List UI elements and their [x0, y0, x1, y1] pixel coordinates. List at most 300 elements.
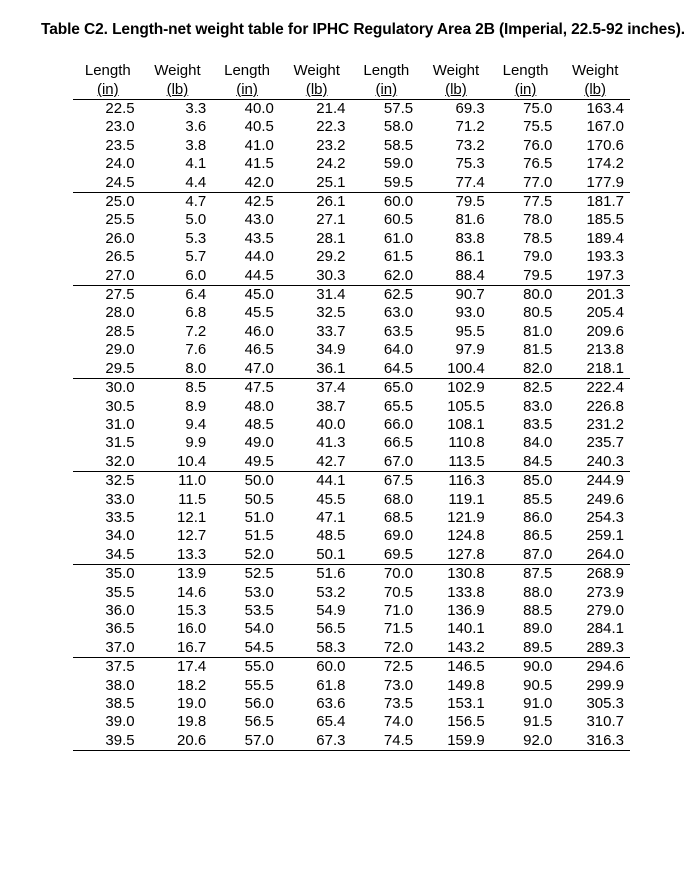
weight-cell: 143.2	[447, 638, 485, 656]
length-cell: 86.0	[523, 508, 553, 526]
length-cell: 65.0	[352, 379, 422, 398]
weight-cell: 19.8	[177, 713, 207, 731]
length-cell: 80.0	[491, 286, 561, 305]
length-cell: 57.5	[383, 100, 414, 117]
table-row	[73, 658, 630, 677]
weight-cell: 29.2	[316, 248, 346, 266]
table-row	[73, 565, 630, 584]
length-cell: 85.0	[491, 472, 561, 491]
weight-cell: 34.9	[316, 341, 346, 359]
weight-cell: 95.5	[455, 322, 485, 340]
length-cell: 35.5	[105, 583, 135, 601]
length-cell: 42.5	[212, 193, 282, 212]
length-cell: 83.0	[523, 397, 553, 415]
length-cell: 28.0	[105, 304, 135, 322]
weight-cell: 159.9	[421, 732, 491, 751]
table-row	[73, 248, 630, 266]
weight-cell: 32.5	[316, 304, 346, 322]
length-cell: 51.0	[244, 508, 274, 526]
weight-cell: 26.1	[282, 193, 352, 212]
length-cell: 49.5	[244, 452, 274, 470]
weight-cell: 16.7	[177, 638, 207, 656]
weight-cell: 100.4	[447, 359, 485, 377]
weight-cell: 259.1	[586, 527, 624, 545]
weight-cell: 63.6	[316, 695, 346, 712]
weight-cell: 24.2	[316, 155, 346, 173]
weight-cell: 213.8	[586, 341, 624, 359]
length-cell: 37.0	[105, 638, 135, 656]
length-cell: 69.5	[383, 545, 414, 563]
weight-cell: 3.6	[185, 118, 207, 136]
weight-cell: 254.3	[586, 508, 624, 526]
weight-cell: 27.1	[316, 211, 346, 229]
length-cell: 60.5	[383, 211, 414, 229]
weight-cell: 67.3	[282, 732, 352, 751]
length-cell: 65.5	[383, 397, 414, 415]
table-row	[73, 491, 630, 509]
weight-cell: 235.7	[586, 434, 624, 452]
weight-cell: 58.3	[316, 638, 346, 656]
table-row	[73, 211, 630, 229]
weight-cell: 133.8	[447, 583, 485, 601]
length-cell: 61.0	[383, 229, 414, 247]
weight-cell: 18.2	[177, 676, 207, 694]
weight-cell: 90.7	[421, 286, 491, 305]
weight-cell: 119.1	[448, 490, 485, 508]
length-cell: 86.5	[523, 527, 553, 545]
length-cell: 28.5	[105, 322, 135, 340]
weight-cell: 41.3	[316, 434, 346, 452]
length-cell: 76.5	[523, 155, 553, 173]
weight-cell: 65.4	[316, 713, 346, 731]
length-cell: 52.0	[244, 545, 274, 563]
length-cell: 70.5	[383, 583, 414, 601]
length-cell: 67.5	[352, 472, 422, 491]
length-cell: 90.5	[523, 676, 553, 694]
weight-cell: 60.0	[282, 658, 352, 677]
weight-cell: 9.9	[185, 434, 207, 452]
weight-cell: 47.1	[316, 508, 346, 526]
weight-cell: 48.5	[316, 527, 346, 545]
length-cell: 87.0	[523, 545, 553, 563]
weight-cell: 7.6	[185, 341, 207, 359]
weight-cell: 110.8	[448, 434, 485, 452]
unit-length-4: (in)	[514, 81, 537, 98]
length-cell: 89.0	[523, 620, 553, 638]
weight-cell: 8.0	[185, 359, 207, 377]
weight-cell: 268.9	[560, 565, 630, 584]
table-caption: Table C2. Length-net weight table for IPHC Regulatory Area 2B (Imperial, 22.5-92 inches).	[41, 21, 685, 38]
weight-cell: 83.8	[455, 229, 485, 247]
length-cell: 88.5	[523, 601, 553, 619]
length-cell: 62.0	[383, 266, 414, 284]
weight-cell: 279.0	[586, 601, 624, 619]
length-cell: 27.0	[105, 266, 135, 284]
length-cell: 25.0	[73, 193, 143, 212]
weight-cell: 244.9	[560, 472, 630, 491]
table-row	[73, 639, 630, 658]
table-row	[73, 323, 630, 341]
length-cell: 49.0	[244, 434, 274, 452]
weight-cell: 9.4	[185, 415, 207, 433]
length-cell: 73.0	[383, 676, 414, 694]
table-row	[73, 267, 630, 286]
length-cell: 42.0	[244, 173, 274, 191]
weight-cell: 11.0	[143, 472, 213, 491]
weight-cell: 97.9	[455, 341, 485, 359]
length-cell: 85.5	[523, 490, 553, 508]
table-row	[73, 546, 630, 565]
table-row	[73, 416, 630, 434]
weight-cell: 140.1	[447, 620, 485, 638]
weight-cell: 31.4	[282, 286, 352, 305]
weight-cell: 33.7	[316, 322, 346, 340]
length-cell: 90.0	[491, 658, 561, 677]
length-cell: 88.0	[523, 583, 553, 601]
length-cell: 69.0	[383, 527, 414, 545]
weight-cell: 11.5	[178, 490, 207, 508]
table-row	[73, 155, 630, 173]
weight-cell: 16.0	[177, 620, 207, 638]
weight-cell: 170.6	[586, 136, 624, 154]
length-cell: 48.5	[244, 415, 274, 433]
length-cell: 24.5	[105, 173, 135, 191]
length-cell: 77.0	[523, 173, 553, 191]
unit-weight-3: (lb)	[445, 81, 467, 98]
weight-cell: 23.2	[316, 136, 346, 154]
header-weight-1: Weight	[154, 62, 201, 79]
length-cell: 55.5	[244, 676, 274, 694]
weight-cell: 136.9	[447, 601, 485, 619]
length-cell: 79.0	[523, 248, 553, 266]
length-cell: 35.0	[73, 565, 143, 584]
length-cell: 34.5	[105, 545, 135, 563]
header-length-1: Length	[84, 62, 131, 79]
length-cell: 39.5	[73, 732, 143, 751]
length-cell: 91.0	[523, 695, 553, 712]
table-row	[73, 620, 630, 638]
weight-cell: 88.4	[455, 266, 485, 284]
table-row	[73, 732, 630, 751]
length-cell: 50.5	[244, 490, 274, 508]
weight-cell: 124.8	[447, 527, 485, 545]
length-cell: 68.0	[383, 490, 414, 508]
weight-cell: 264.0	[586, 545, 624, 563]
weight-cell: 193.3	[586, 248, 624, 266]
weight-cell: 21.4	[316, 100, 346, 117]
weight-cell: 25.1	[316, 173, 346, 191]
weight-cell: 15.3	[177, 601, 207, 619]
length-cell: 39.0	[105, 713, 135, 731]
length-cell: 87.5	[491, 565, 561, 584]
weight-cell: 6.4	[143, 286, 213, 305]
weight-cell: 6.8	[185, 304, 207, 322]
header-length-2: Length	[224, 62, 270, 79]
table-row	[73, 584, 630, 602]
weight-cell: 116.3	[421, 472, 491, 491]
length-cell: 63.5	[383, 322, 414, 340]
length-cell: 70.0	[352, 565, 422, 584]
length-cell: 71.0	[383, 601, 414, 619]
weight-cell: 316.3	[560, 732, 630, 751]
weight-cell: 17.4	[143, 658, 213, 677]
weight-cell: 163.4	[586, 100, 624, 117]
length-cell: 81.5	[523, 341, 553, 359]
table-row	[73, 193, 630, 212]
weight-cell: 240.3	[586, 452, 624, 470]
weight-cell: 189.4	[586, 229, 624, 247]
weight-cell: 231.2	[586, 415, 624, 433]
weight-cell: 45.5	[316, 490, 346, 508]
length-cell: 89.5	[523, 638, 553, 656]
unit-length-1: (in)	[96, 81, 119, 98]
length-cell: 47.5	[212, 379, 282, 398]
weight-cell: 22.3	[316, 118, 346, 136]
weight-cell: 8.9	[185, 397, 207, 415]
weight-cell: 294.6	[560, 658, 630, 677]
length-cell: 45.0	[212, 286, 282, 305]
weight-cell: 153.1	[447, 695, 485, 712]
weight-cell: 7.2	[185, 322, 207, 340]
table-row	[73, 230, 630, 248]
length-cell: 38.5	[105, 695, 135, 712]
length-cell: 43.0	[244, 211, 274, 229]
table-row	[73, 379, 630, 398]
weight-cell: 289.3	[586, 638, 624, 656]
weight-cell: 36.1	[316, 359, 346, 377]
length-cell: 58.0	[383, 118, 414, 136]
weight-cell: 273.9	[586, 583, 624, 601]
weight-cell: 310.7	[586, 713, 624, 731]
length-cell: 47.0	[244, 359, 274, 377]
weight-cell: 69.3	[455, 100, 485, 117]
weight-cell: 5.3	[185, 229, 207, 247]
table-row	[73, 286, 630, 305]
length-cell: 84.5	[523, 452, 553, 470]
length-cell: 51.5	[244, 527, 274, 545]
length-cell: 55.0	[212, 658, 282, 677]
weight-cell: 54.9	[316, 601, 346, 619]
weight-cell: 71.2	[455, 118, 485, 136]
length-cell: 41.5	[244, 155, 274, 173]
table-row	[73, 174, 630, 193]
weight-cell: 105.5	[447, 397, 485, 415]
table-row	[73, 137, 630, 155]
header-row-names	[73, 61, 630, 80]
weight-cell: 4.4	[185, 173, 207, 191]
length-cell: 44.5	[244, 266, 274, 284]
table-row	[73, 602, 630, 620]
length-cell: 84.0	[523, 434, 553, 452]
length-cell: 41.0	[244, 136, 274, 154]
header-length-3: Length	[363, 62, 410, 79]
length-cell: 57.0	[212, 732, 282, 751]
length-cell: 63.0	[383, 304, 414, 322]
weight-cell: 42.7	[316, 452, 346, 470]
table-row	[73, 118, 630, 136]
length-cell: 72.0	[383, 638, 414, 656]
length-cell: 40.5	[244, 118, 274, 136]
weight-cell: 50.1	[316, 545, 346, 563]
header-weight-2: Weight	[293, 62, 340, 79]
length-cell: 58.5	[383, 136, 414, 154]
length-cell: 38.0	[105, 676, 135, 694]
length-cell: 72.5	[352, 658, 422, 677]
length-cell: 71.5	[383, 620, 414, 638]
weight-cell: 127.8	[447, 545, 485, 563]
weight-cell: 75.3	[455, 155, 485, 173]
weight-cell: 226.8	[586, 397, 624, 415]
length-cell: 52.5	[212, 565, 282, 584]
length-cell: 32.0	[105, 452, 135, 470]
length-cell: 46.5	[244, 341, 274, 359]
length-cell: 83.5	[523, 415, 553, 433]
weight-cell: 174.2	[586, 155, 624, 173]
length-cell: 59.5	[383, 173, 414, 191]
weight-cell: 3.8	[185, 136, 207, 154]
length-cell: 56.0	[244, 695, 274, 712]
weight-cell: 146.5	[421, 658, 491, 677]
weight-cell: 44.1	[282, 472, 352, 491]
length-cell: 56.5	[244, 713, 274, 731]
table-row	[73, 304, 630, 322]
length-cell: 36.0	[105, 601, 135, 619]
header-weight-4: Weight	[571, 62, 619, 79]
weight-cell: 222.4	[560, 379, 630, 398]
weight-cell: 209.6	[586, 322, 624, 340]
table-row	[73, 713, 630, 731]
table-row	[73, 472, 630, 491]
length-cell: 79.5	[523, 266, 553, 284]
table-body	[73, 100, 630, 751]
weight-cell: 81.6	[455, 211, 485, 229]
length-cell: 26.0	[105, 229, 135, 247]
weight-cell: 28.1	[316, 229, 346, 247]
length-cell: 64.0	[383, 341, 414, 359]
weight-cell: 5.7	[185, 248, 207, 266]
weight-cell: 37.4	[282, 379, 352, 398]
header-weight-3: Weight	[432, 62, 480, 79]
length-cell: 74.5	[352, 732, 422, 751]
unit-weight-2: (lb)	[305, 81, 328, 98]
length-cell: 25.5	[105, 211, 135, 229]
length-cell: 33.5	[105, 508, 135, 526]
weight-cell: 77.4	[455, 173, 485, 191]
weight-cell: 299.9	[586, 676, 624, 694]
unit-length-2: (in)	[236, 81, 258, 98]
weight-cell: 284.1	[586, 620, 624, 638]
weight-cell: 4.7	[143, 193, 213, 212]
length-cell: 59.0	[383, 155, 414, 173]
weight-cell: 12.1	[177, 508, 207, 526]
length-cell: 78.5	[523, 229, 553, 247]
length-cell: 54.0	[244, 620, 274, 638]
length-cell: 32.5	[73, 472, 143, 491]
weight-cell: 177.9	[586, 173, 624, 191]
weight-cell: 93.0	[455, 304, 485, 322]
weight-cell: 38.7	[316, 397, 346, 415]
table-row	[73, 527, 630, 545]
weight-cell: 121.9	[447, 508, 485, 526]
weight-cell: 149.8	[447, 676, 485, 694]
header-row-units	[73, 80, 630, 100]
table-row	[73, 100, 630, 119]
weight-cell: 4.1	[185, 155, 207, 173]
length-cell: 75.0	[523, 100, 553, 117]
length-cell: 36.5	[105, 620, 135, 638]
weight-cell: 305.3	[586, 695, 624, 712]
length-cell: 22.5	[105, 100, 135, 117]
weight-cell: 86.1	[455, 248, 485, 266]
length-cell: 48.0	[244, 397, 274, 415]
length-cell: 34.0	[105, 527, 135, 545]
length-cell: 53.5	[244, 601, 274, 619]
weight-cell: 167.0	[586, 118, 624, 136]
table-row	[73, 434, 630, 452]
weight-cell: 12.7	[177, 527, 207, 545]
weight-cell: 19.0	[177, 695, 207, 712]
length-cell: 23.5	[105, 136, 135, 154]
length-cell: 92.0	[491, 732, 561, 751]
weight-cell: 108.1	[447, 415, 485, 433]
length-cell: 76.0	[523, 136, 553, 154]
length-cell: 75.5	[523, 118, 553, 136]
weight-cell: 6.0	[185, 266, 207, 284]
length-cell: 66.5	[383, 434, 414, 452]
weight-cell: 51.6	[282, 565, 352, 584]
unit-length-3: (in)	[375, 81, 398, 98]
weight-cell: 181.7	[560, 193, 630, 212]
weight-cell: 79.5	[421, 193, 491, 212]
weight-cell: 53.2	[316, 583, 346, 601]
length-cell: 46.0	[244, 322, 274, 340]
length-cell: 82.5	[491, 379, 561, 398]
length-cell: 73.5	[383, 695, 414, 712]
weight-cell: 30.3	[316, 266, 346, 284]
weight-cell: 13.3	[177, 545, 207, 563]
unit-weight-4: (lb)	[584, 81, 607, 98]
length-cell: 74.0	[383, 713, 414, 731]
weight-cell: 201.3	[560, 286, 630, 305]
length-cell: 23.0	[105, 118, 135, 136]
weight-cell: 218.1	[586, 359, 624, 377]
length-cell: 26.5	[105, 248, 135, 266]
table-header	[73, 61, 630, 100]
length-cell: 53.0	[244, 583, 274, 601]
length-cell: 60.0	[352, 193, 422, 212]
length-cell: 54.5	[244, 638, 274, 656]
weight-cell: 249.6	[586, 490, 624, 508]
length-cell: 40.0	[244, 100, 274, 117]
weight-cell: 185.5	[586, 211, 624, 229]
length-cell: 31.0	[105, 415, 135, 433]
weight-cell: 113.5	[448, 452, 485, 470]
weight-cell: 205.4	[586, 304, 624, 322]
length-cell: 61.5	[383, 248, 414, 266]
weight-cell: 73.2	[455, 136, 485, 154]
length-cell: 77.5	[491, 193, 561, 212]
length-cell: 44.0	[244, 248, 274, 266]
length-cell: 27.5	[73, 286, 143, 305]
weight-cell: 56.5	[316, 620, 346, 638]
length-cell: 33.0	[105, 490, 135, 508]
table-row	[73, 677, 630, 695]
length-cell: 43.5	[244, 229, 274, 247]
weight-cell: 5.0	[185, 211, 207, 229]
length-cell: 29.0	[105, 341, 135, 359]
table-row	[73, 398, 630, 416]
length-cell: 91.5	[523, 713, 553, 731]
